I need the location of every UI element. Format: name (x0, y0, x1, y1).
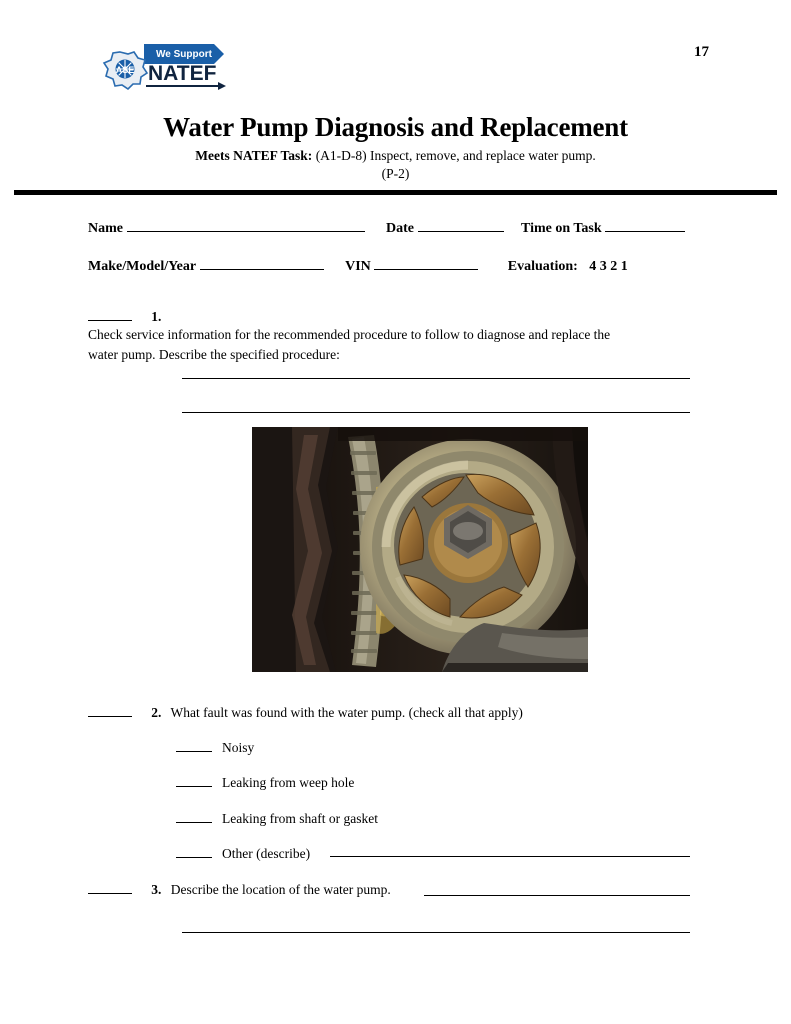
question-3-answer-line-1[interactable] (424, 895, 690, 896)
question-1 (88, 308, 708, 364)
info-row-vehicle (88, 256, 708, 275)
info-row-identity (88, 218, 708, 237)
question-1-answer-line-1[interactable] (182, 378, 690, 379)
question-2-text: What fault was found with the water pump. (check all that apply) (170, 705, 523, 720)
checkbox-option-noisy[interactable] (176, 739, 254, 756)
checkbox-blank[interactable] (176, 845, 212, 858)
question-2 (88, 704, 708, 721)
question-3-checkoff[interactable] (88, 881, 132, 894)
checkbox-blank[interactable] (176, 810, 212, 823)
question-1-answer-line-2[interactable] (182, 412, 690, 413)
checkbox-blank[interactable] (176, 774, 212, 787)
checkbox-option-leaking-shaft-gasket[interactable] (176, 810, 378, 827)
svg-text:ASE: ASE (115, 65, 135, 75)
make-model-year-input[interactable] (200, 256, 324, 270)
option-label: Leaking from shaft or gasket (222, 811, 378, 826)
question-3-text: Describe the location of the water pump. (170, 882, 391, 897)
vin-label: VIN (345, 259, 371, 274)
question-3-number: 3. (151, 882, 162, 897)
question-2-number: 2. (151, 705, 162, 720)
checkbox-blank[interactable] (176, 739, 212, 752)
svg-text:We Support: We Support (156, 49, 212, 60)
svg-text:NATEF: NATEF (148, 62, 217, 85)
header-divider (14, 190, 777, 195)
date-label: Date (386, 221, 414, 236)
subtitle-line2: (P-2) (381, 166, 410, 181)
question-2-checkoff[interactable] (88, 704, 132, 717)
natef-ase-logo (96, 42, 226, 94)
question-1-number: 1. (151, 309, 162, 324)
time-on-task-label: Time on Task (521, 221, 602, 236)
question-1-text: Check service information for the recommended procedure to follow to diagnose and replace the water pump. Describe the specified procedure: (88, 327, 611, 362)
evaluation-options[interactable]: 4 3 2 1 (589, 259, 628, 274)
subtitle-bold: Meets NATEF Task: (195, 148, 313, 163)
date-input[interactable] (418, 218, 504, 232)
subtitle (0, 148, 791, 164)
subtitle-rest: (A1-D-8) Inspect, remove, and replace water pump. (315, 148, 596, 163)
vin-input[interactable] (374, 256, 478, 270)
option-label: Noisy (222, 740, 255, 755)
checkbox-option-leaking-weep-hole[interactable] (176, 774, 354, 791)
option-label: Other (describe) (222, 846, 311, 861)
option-label: Leaking from weep hole (222, 775, 355, 790)
evaluation-label: Evaluation: (507, 259, 578, 274)
time-on-task-input[interactable] (605, 218, 685, 232)
page-number: 17 (694, 44, 709, 60)
water-pump-photo (252, 427, 588, 672)
make-model-year-label: Make/Model/Year (88, 259, 197, 274)
other-describe-input[interactable] (330, 856, 690, 857)
question-1-checkoff[interactable] (88, 308, 132, 321)
checkbox-option-other[interactable] (176, 845, 310, 862)
name-input[interactable] (127, 218, 365, 232)
name-label: Name (88, 221, 123, 236)
page-title: Water Pump Diagnosis and Replacement (163, 112, 628, 142)
question-3-answer-line-2[interactable] (182, 932, 690, 933)
